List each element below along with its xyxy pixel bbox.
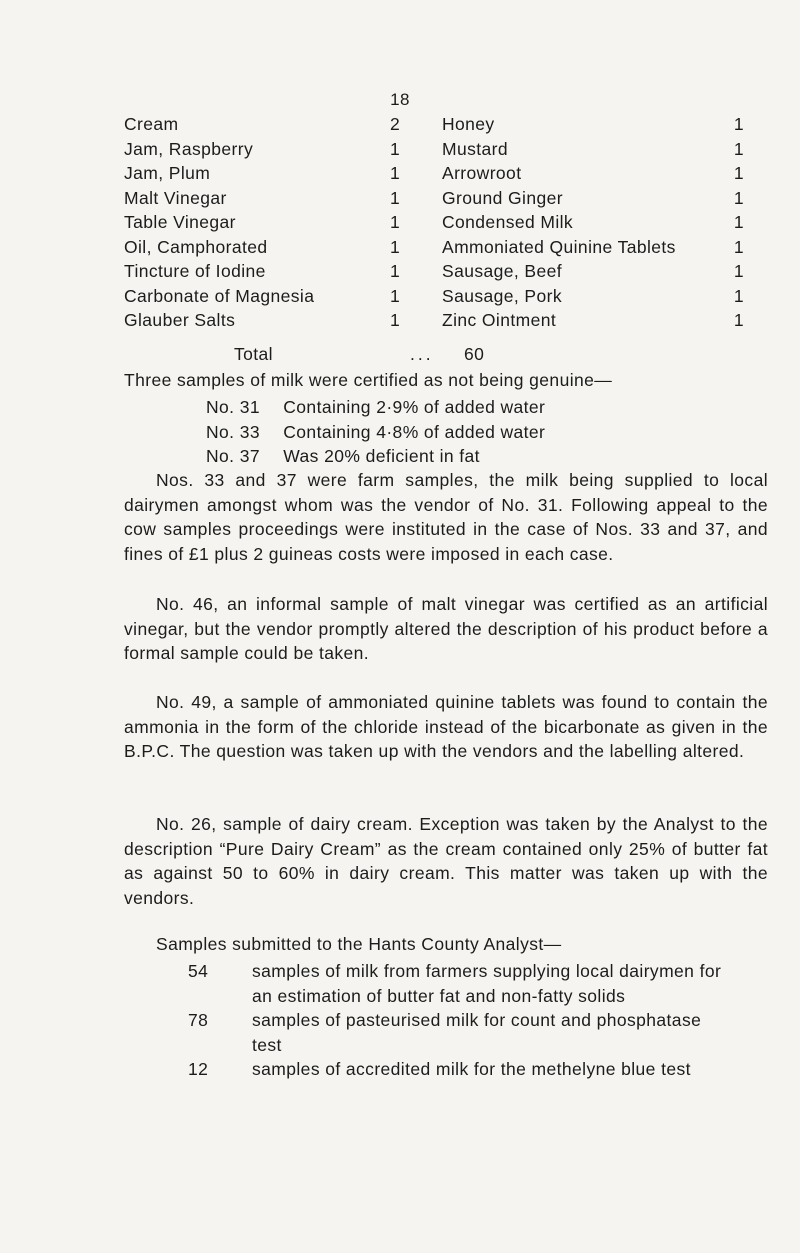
item-name-left: Carbonate of Magnesia bbox=[124, 285, 315, 306]
paragraph-malt-vinegar: No. 46, an informal sample of malt vinegar was certified as an artificial vinegar, but the vendor promptly altered the description of his product before a formal sample could be taken. bbox=[124, 594, 768, 663]
item-qty-left: 1 bbox=[390, 236, 401, 257]
milk-intro: Three samples of milk were certified as not being genuine— bbox=[124, 370, 613, 390]
milk-sample-number: No. 31 bbox=[206, 397, 260, 417]
paragraph-dairy-cream: No. 26, sample of dairy cream. Exception was taken by the Analyst to the description “Pure Dairy Cream” as the cream contained only 25% of butter fat as against 50 to 60% in dairy cream. This matter was taken up with the vendors. bbox=[124, 814, 768, 908]
hants-sample-description: samples of milk from farmers supplying local dairymen for an estimation of butter fat and non-fatty solids bbox=[252, 961, 722, 1006]
item-qty-right: 1 bbox=[733, 261, 744, 281]
hants-samples-list bbox=[188, 959, 728, 1082]
paragraph-farm-samples: Nos. 33 and 37 were farm samples, the milk being supplied to local dairymen amongst whom was the vendor of No. 31. Following appeal to the cow samples proceedings were instituted in the case of Nos. 33 and 37, and fines of £1 plus 2 guineas costs were imposed in each case. bbox=[124, 470, 768, 564]
milk-sample-number: No. 37 bbox=[206, 446, 260, 466]
total-label: Total bbox=[234, 344, 273, 364]
hants-sample-description: samples of pasteurised milk for count and phosphatase test bbox=[252, 1010, 702, 1055]
item-name-right: Sausage, Beef bbox=[442, 261, 563, 281]
item-name-right: Mustard bbox=[442, 138, 509, 159]
item-name-right: Arrowroot bbox=[442, 163, 522, 183]
table-row bbox=[124, 210, 744, 235]
item-name-right: Ground Ginger bbox=[442, 187, 563, 208]
milk-sample-text: Was 20% deficient in fat bbox=[283, 446, 480, 466]
item-name-right: Sausage, Pork bbox=[442, 285, 562, 306]
hants-sample-description: samples of accredited milk for the methelyne blue test bbox=[252, 1059, 691, 1079]
table-row bbox=[124, 259, 744, 284]
page-number: 18 bbox=[390, 90, 410, 109]
item-qty-left: 1 bbox=[390, 138, 401, 159]
milk-samples-list bbox=[206, 395, 545, 469]
item-name-left: Glauber Salts bbox=[124, 310, 236, 330]
paragraph-quinine-tablets: No. 49, a sample of ammoniated quinine tablets was found to contain the ammonia in the form of the chloride instead of the bicarbonate as given in the B.P.C. The question was taken up with the vendors and the labelling altered. bbox=[124, 692, 768, 761]
item-name-right: Zinc Ointment bbox=[442, 310, 557, 330]
hants-sample-count: 12 bbox=[188, 1059, 209, 1079]
hants-sample-count: 78 bbox=[188, 1010, 209, 1030]
milk-sample-row bbox=[206, 420, 545, 445]
hants-sample-item bbox=[188, 1057, 728, 1082]
hants-analyst-intro: Samples submitted to the Hants County Analyst— bbox=[156, 934, 562, 954]
item-name-left: Malt Vinegar bbox=[124, 187, 227, 208]
item-name-left: Tincture of Iodine bbox=[124, 261, 266, 281]
item-qty-left: 1 bbox=[390, 187, 401, 208]
table-row bbox=[124, 284, 744, 309]
item-qty-right: 1 bbox=[733, 236, 744, 257]
samples-table bbox=[124, 112, 744, 333]
item-qty-right: 1 bbox=[733, 187, 744, 208]
item-qty-right: 1 bbox=[733, 138, 744, 159]
item-name-right: Honey bbox=[442, 114, 495, 134]
table-row bbox=[124, 186, 744, 211]
item-qty-left: 1 bbox=[390, 163, 401, 183]
table-row bbox=[124, 137, 744, 162]
item-qty-left: 1 bbox=[390, 212, 401, 232]
item-qty-right: 1 bbox=[733, 285, 744, 306]
milk-sample-text: Containing 4·8% of added water bbox=[283, 421, 546, 442]
item-qty-right: 1 bbox=[733, 163, 744, 183]
hants-sample-item bbox=[188, 1008, 728, 1057]
item-qty-left: 1 bbox=[390, 310, 401, 330]
table-row bbox=[124, 235, 744, 260]
item-name-left: Cream bbox=[124, 114, 179, 134]
milk-sample-text: Containing 2·9% of added water bbox=[283, 397, 546, 417]
total-dots: ... bbox=[410, 344, 434, 364]
item-name-left: Jam, Raspberry bbox=[124, 138, 254, 159]
total-value: 60 bbox=[464, 344, 485, 364]
hants-sample-count: 54 bbox=[188, 961, 209, 981]
item-qty-right: 1 bbox=[733, 114, 744, 134]
item-name-right: Condensed Milk bbox=[442, 212, 574, 232]
item-qty-left: 2 bbox=[390, 114, 401, 134]
table-row bbox=[124, 161, 744, 186]
item-name-left: Table Vinegar bbox=[124, 212, 236, 232]
item-qty-left: 1 bbox=[390, 285, 401, 306]
table-row bbox=[124, 112, 744, 137]
milk-sample-row bbox=[206, 444, 545, 469]
hants-sample-item bbox=[188, 959, 728, 1008]
item-qty-right: 1 bbox=[733, 310, 744, 330]
item-name-right: Ammoniated Quinine Tablets bbox=[442, 236, 676, 257]
table-row bbox=[124, 308, 744, 333]
item-qty-right: 1 bbox=[733, 212, 744, 232]
milk-sample-number: No. 33 bbox=[206, 421, 260, 442]
milk-sample-row bbox=[206, 395, 545, 420]
item-name-left: Jam, Plum bbox=[124, 163, 211, 183]
item-qty-left: 1 bbox=[390, 261, 401, 281]
item-name-left: Oil, Camphorated bbox=[124, 236, 268, 257]
